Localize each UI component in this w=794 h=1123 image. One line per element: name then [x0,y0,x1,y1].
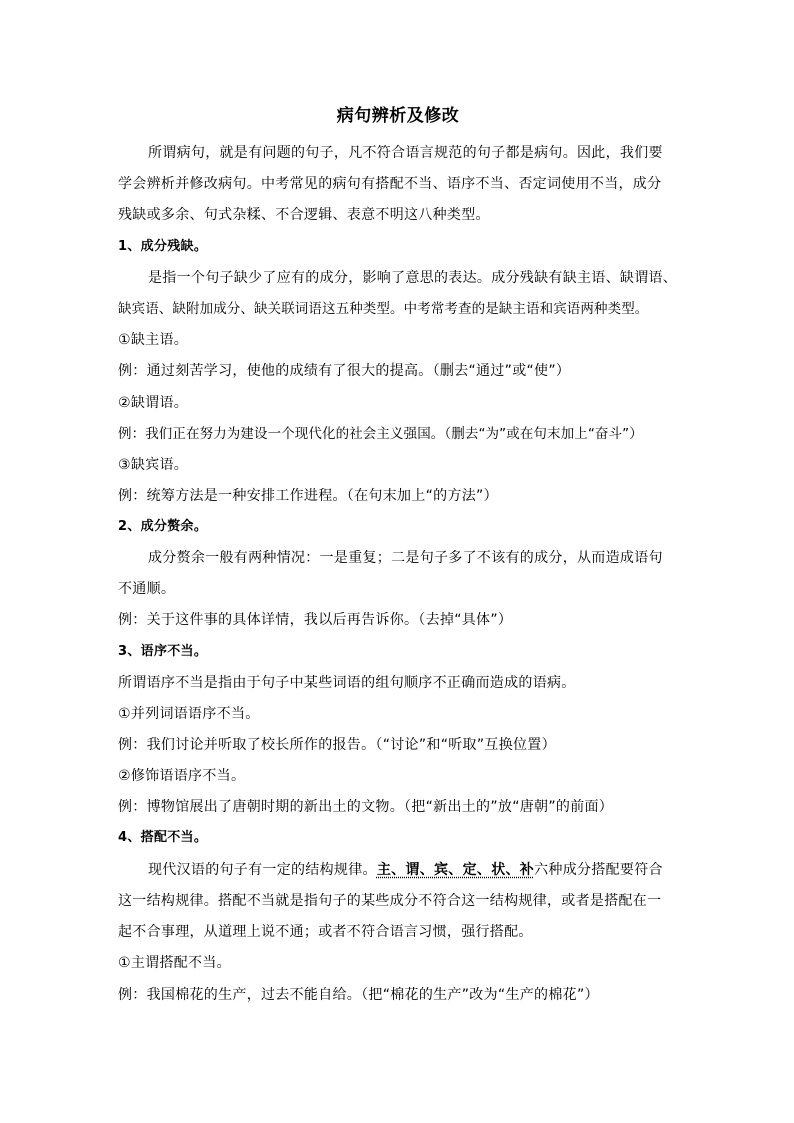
section-4-body-line-1-pre: 现代汉语的句子有一定的结构规律。 [148,862,377,878]
section-1-body-line-2: 缺宾语、缺附加成分、缺关联词语这五种类型。中考常考查的是缺主语和宾语两种类型。 [118,301,649,317]
section-1-sub-2: ②缺谓语。 [118,395,189,411]
intro-line-1: 所谓病句，就是有问题的句子，凡不符合语言规范的句子都是病句。因此，我们要 [148,145,663,161]
section-4-body-line-3: 起不合事理，从道理上说不通；或者不符合语言习惯，强行搭配。 [118,924,533,940]
section-4-body-line-1 [148,859,678,881]
section-1-example-3: 例：统筹方法是一种安排工作进程。（在句末加上“的方法”） [118,488,498,504]
page-title: 病句辨析及修改 [336,106,460,126]
section-1-sub-1: ①缺主语。 [118,332,189,348]
section-4-example-1: 例：我国棉花的生产，过去不能自给。（把“棉花的生产”改为“生产的棉花”） [118,987,599,1003]
section-1-heading: 1、成分残缺。 [118,239,208,254]
section-2-body-line-2: 不通顺。 [118,581,176,597]
section-1-sub-3: ③缺宾语。 [118,457,189,473]
section-3-example-1: 例：我们讨论并听取了校长所作的报告。（“讨论”和“听取”互换位置） [118,737,556,753]
section-3-heading: 3、语序不当。 [118,644,208,659]
section-3-example-2: 例：博物馆展出了唐朝时期的新出土的文物。（把“新出土的”放“唐朝”的前面） [118,799,614,815]
section-3-sub-1: ①并列词语语序不当。 [118,706,260,722]
section-4-heading: 4、搭配不当。 [118,830,208,845]
section-2-example: 例：关于这件事的具体详情，我以后再告诉你。（去掉“具体”） [118,612,513,628]
intro-line-3: 残缺或多余、句式杂糅、不合逻辑、表意不明这八种类型。 [118,207,490,223]
section-4-body-line-2: 这一结构规律。搭配不当就是指句子的某些成分不符合这一结构规律，或者是搭配在一 [118,893,662,909]
section-2-body-line-1: 成分赘余一般有两种情况：一是重复；二是句子多了不该有的成分，从而造成语句 [148,550,663,566]
section-1-example-1: 例：通过刻苦学习，使他的成绩有了很大的提高。（删去“通过”或“使”） [118,363,571,379]
section-4-body-line-1-post: 六种成分搭配要符合 [534,862,663,878]
section-1-example-2: 例：我们正在努力为建设一个现代化的社会主义强国。（删去“为”或在句末加上“奋斗”） [118,426,643,442]
document-page [118,0,678,1123]
section-2-heading: 2、成分赘余。 [118,519,208,534]
section-3-sub-2: ②修饰语语序不当。 [118,768,246,784]
section-4-sub-1: ①主谓搭配不当。 [118,955,231,971]
section-3-body: 所谓语序不当是指由于句子中某些词语的组句顺序不正确而造成的语病。 [118,675,576,691]
section-1-body-line-1: 是指一个句子缺少了应有的成分，影响了意思的表达。成分残缺有缺主语、缺谓语、 [148,270,678,286]
intro-line-2: 学会辨析并修改病句。中考常见的病句有搭配不当、语序不当、否定词使用不当，成分 [118,176,662,192]
sentence-components-emphasis: 主、谓、宾、定、状、补 [376,862,535,878]
